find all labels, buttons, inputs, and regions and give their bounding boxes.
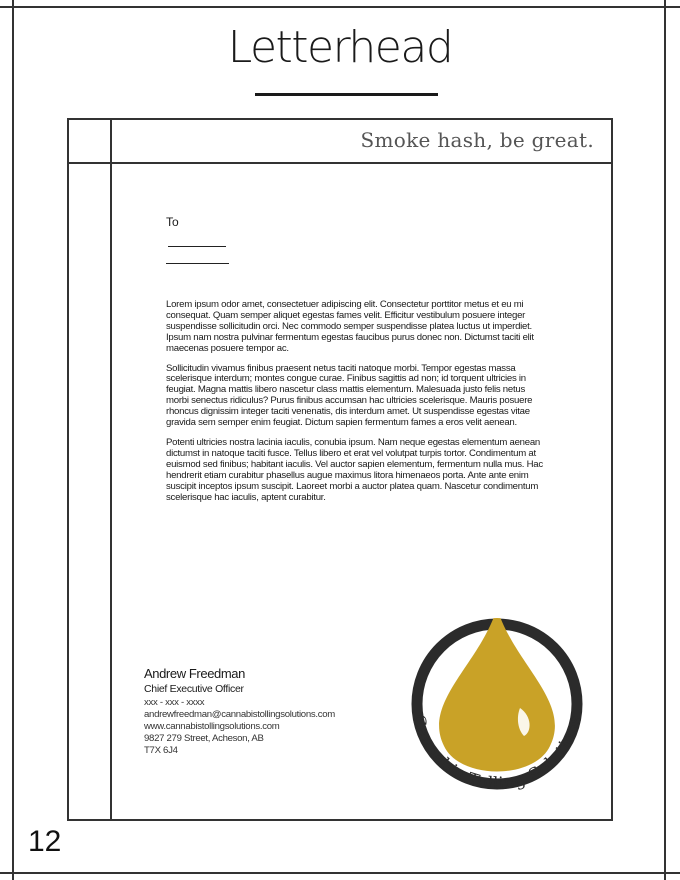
letter-paragraph: Potenti ultricies nostra lacinia iaculis, conubia ipsum. Nam neque egestas elementum aenean dictumst in natoque taciti fusce. Tellus libero et erat vel volutpat turpis tortor. Condimentum at euismod sed finibus; habitant iaculis. Vel auctor sapien elementum, fermentum nulla mus. Hac hendrerit etiam curabitur phasellus augue maximus litora himenaeos porta. Ante ante enim suscipit inceptos ipsum suscipit. Laoreet morbi a auctor platea quam. Nascetur condimentum scelerisque hac iaculis, aptent curabitur. bbox=[166, 436, 543, 503]
letter-paragraph: Sollicitudin vivamus finibus praesent netus taciti natoque morbi. Tempor egestas massa scelerisque interdum; montes congue curae. Finibus sagittis ad non; id torquent ultricies in feugiat. Magna mattis libero nascetur class mattis elementum. Malesuada justo felis netus morbi senectus ridiculus? Purus finibus accumsan hac ultricies scelerisque. Mauris posuere rhoncus dignissim integer taciti venenatis, dis interdum amet. Ut suspendisse egestas vitae gravida sem semper enim feugiat. Dictum sapien fermentum fames a eros velit aenean. bbox=[166, 362, 533, 429]
letter-body bbox=[166, 300, 550, 512]
signature-block bbox=[144, 666, 394, 757]
to-label: To bbox=[166, 215, 179, 229]
signature-phone: xxx - xxx - xxxx bbox=[144, 697, 205, 708]
logo-text: Cannabis Tolling Solutions bbox=[407, 712, 587, 795]
page-title: Letterhead bbox=[227, 22, 453, 73]
signature-website: www.cannabistollingsolutions.com bbox=[144, 721, 280, 732]
tagline: Smoke hash, be great. bbox=[360, 128, 594, 152]
signature-name: Andrew Freedman bbox=[144, 666, 245, 681]
signature-role: Chief Executive Officer bbox=[144, 683, 244, 695]
to-blank-line bbox=[166, 263, 229, 264]
letterhead-header-divider bbox=[67, 162, 613, 164]
title-underline bbox=[255, 93, 438, 96]
company-logo bbox=[402, 604, 592, 804]
signature-address-line2: T7X 6J4 bbox=[144, 745, 178, 756]
letterhead-margin-line bbox=[110, 118, 112, 821]
frame-line-bottom bbox=[0, 872, 680, 874]
signature-address-line1: 9827 279 Street, Acheson, AB bbox=[144, 733, 264, 744]
page-number: 12 bbox=[28, 825, 62, 858]
letter-paragraph: Lorem ipsum odor amet, consectetuer adipiscing elit. Consectetur porttitor metus et eu mi consequat. Quam semper aliquet egestas fames velit. Efficitur vestibulum posuere integer suspendisse sollicitudin orci. Nec commodo semper suspendisse platea luctus ut imperdiet. Ipsum nam nostra pulvinar fermentum egestas faucibus purus donec non. Dictumst taciti elit maecenas posuere tempor ac. bbox=[166, 299, 534, 354]
frame-line-top bbox=[0, 6, 680, 8]
frame-line-right bbox=[664, 0, 666, 880]
signature-email: andrewfreedman@cannabistollingsolutions.com bbox=[144, 709, 335, 720]
frame-line-left bbox=[12, 0, 14, 880]
to-blank-line bbox=[168, 246, 226, 247]
